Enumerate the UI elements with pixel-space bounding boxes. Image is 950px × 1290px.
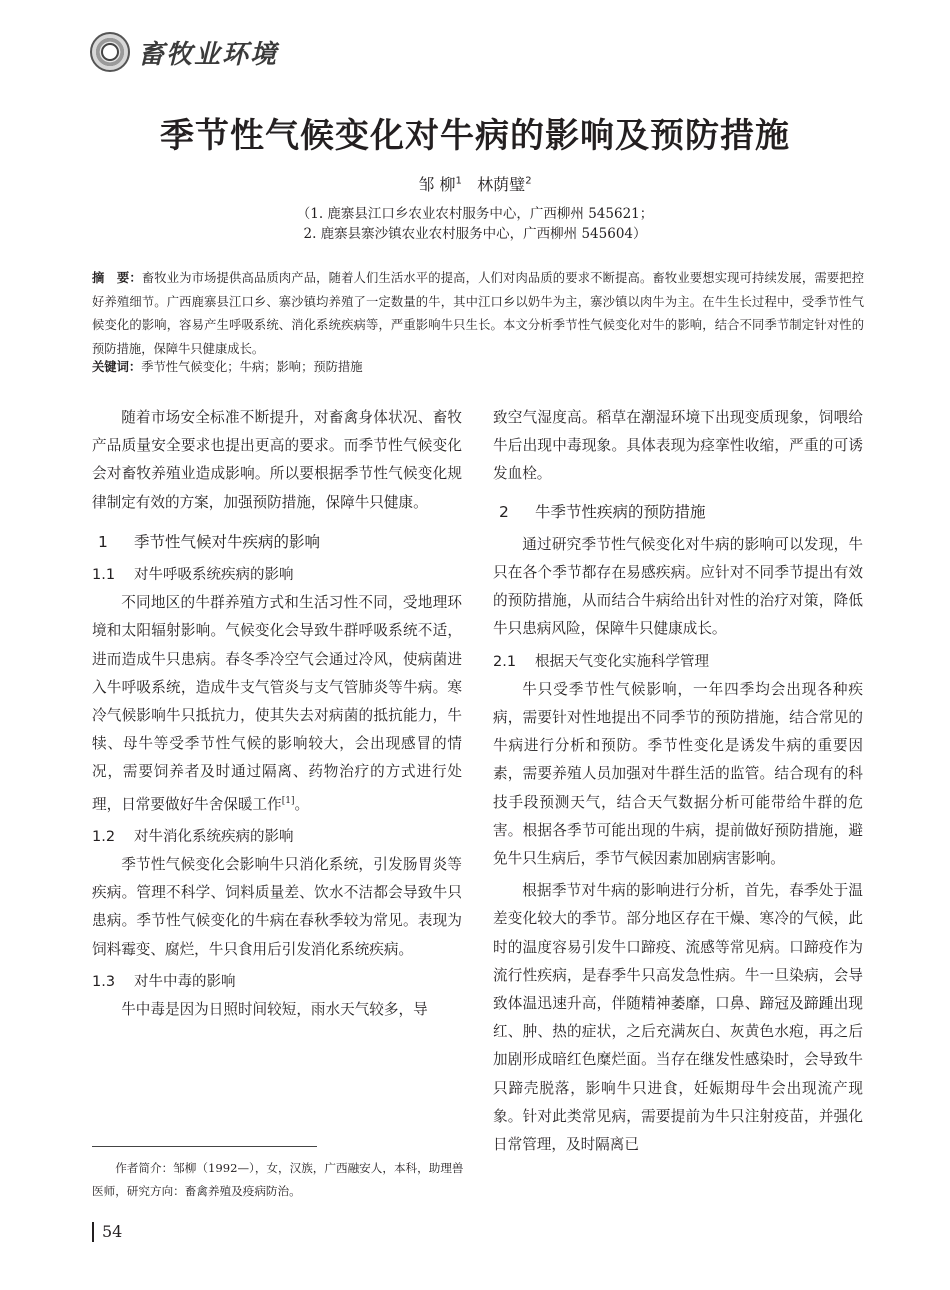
citation-ref: [1]	[281, 795, 295, 806]
body-paragraph: 季节性气候变化会影响牛只消化系统，引发肠胃炎等疾病。管理不科学、饲料质量差、饮水不洁都会导致牛只患病。季节性气候变化的牛病在春秋季较为常见。表现为饲料霉变、腐烂，牛只食用后引发消化系统疾病。	[92, 855, 462, 958]
body-paragraph: 致空气湿度高。稻草在潮湿环境下出现变质现象，饲喂给牛后出现中毒现象。具体表现为痉挛性收缩，严重的可诱发血栓。	[493, 409, 863, 483]
keywords-label: 关键词：	[92, 360, 142, 374]
keywords	[92, 356, 864, 378]
author-name: 林荫璧	[477, 175, 526, 194]
subsection-heading: 1.1 对牛呼吸系统疾病的影响	[92, 567, 294, 584]
subsection-heading: 1.2 对牛消化系统疾病的影响	[92, 828, 294, 845]
abstract-label: 摘 要：	[92, 271, 142, 285]
body-paragraph: 根据季节对牛病的影响进行分析，首先，春季处于温差变化较大的季节。部分地区存在干燥、寒冷的气候，此时的温度容易引发牛口蹄疫、流感等常见病。口蹄疫作为流行性疾病，是春季牛只高发急性病。牛一旦染病，会导致体温迅速升高，伴随精神萎靡，口鼻、蹄冠及蹄踵出现红、肿、热的症状，之后充满灰白、灰黄色水疱，再之后加剧形成暗红色糜烂面。当存在继发性感染时，会导致牛只蹄壳脱落，影响牛只进食，妊娠期母牛会出现流产现象。针对此类常见病，需要提前为牛只注射疫苗，并强化日常管理，及时隔离已	[493, 882, 863, 1154]
subsection-heading: 1.3 对牛中毒的影响	[92, 973, 236, 990]
subsection-heading: 2.1 根据天气变化实施科学管理	[493, 653, 709, 670]
abstract-text: 畜牧业为市场提供高品质肉产品，随着人们生活水平的提高，人们对肉品质的要求不断提高。畜牧业要想实现可持续发展，需要把控好养殖细节。广西鹿寨县江口乡、寨沙镇均养殖了一定数量的牛，其中江口乡以奶牛为主，寨沙镇以肉牛为主。在牛生长过程中，受季节性气候变化的影响，容易产生呼吸系统、消化系统疾病等，严重影响牛只生长。本文分析季节性气候变化对牛的影响，结合不同季节制定针对性的预防措施，保障牛只健康成长。	[92, 271, 864, 356]
right-column	[493, 404, 863, 1159]
affiliation-line: 2. 鹿寨县寨沙镇农业农村服务中心，广西柳州 545604）	[303, 226, 647, 242]
body-paragraph: 通过研究季节性气候变化对牛病的影响可以发现，牛只在各个季节都存在易感疾病。应针对不同季节提出有效的预防措施，从而结合牛病给出针对性的治疗对策，降低牛只患病风险，保障牛只健康成长。	[493, 535, 863, 638]
body-paragraph: 牛只受季节性气候影响，一年四季均会出现各种疾病，需要针对性地提出不同季节的预防措施，结合常见的牛病进行分析和预防。季节性变化是诱发牛病的重要因素，需要养殖人员加强对牛群生活的监管。结合现有的科技手段预测天气，结合天气数据分析可能带给牛群的危害。根据各季节可能出现的牛病，提前做好预防措施，避免牛只生病后，季节气候因素加剧病害影响。	[493, 680, 863, 868]
journal-name: 畜牧业环境	[138, 39, 279, 70]
author-bio-footnote: 作者简介：邹柳（1992—），女，汉族，广西融安人，本科，助理兽医师，研究方向：畜禽养殖及疫病防治。	[92, 1161, 464, 1198]
author-name: 邹 柳	[418, 175, 456, 194]
footnote-divider	[92, 1146, 317, 1147]
body-paragraph: 不同地区的牛群养殖方式和生活习性不同，受地理环境和太阳辐射影响。气候变化会导致牛群呼吸系统不适，进而造成牛只患病。春冬季冷空气会通过冷风，使病菌进入牛呼吸系统，造成牛支气管炎与支气管肺炎等牛病。寒冷气候影响牛只抵抗力，使其失去对病菌的抵抗能力，牛犊、母牛等受季节性气候的影响较大，会出现感冒的情况，需要饲养者及时通过隔离、药物治疗的方式进行处理，日常要做好牛舍保暖工作[1]。	[92, 594, 462, 813]
page-number: 54	[92, 1222, 122, 1242]
section-heading: 1 季节性气候对牛疾病的影响	[98, 532, 321, 551]
author-affil-mark: 1	[455, 175, 462, 187]
body-paragraph: 牛中毒是因为日照时间较短，雨水天气较多，导	[121, 1000, 428, 1018]
left-column	[92, 404, 462, 1024]
affiliation-line: （1. 鹿寨县江口乡农业农村服务中心，广西柳州 545621；	[296, 206, 654, 222]
journal-header	[90, 30, 278, 74]
author-affil-mark: 2	[525, 175, 532, 187]
section-heading: 2 牛季节性疾病的预防措施	[499, 502, 706, 521]
affiliations	[0, 204, 950, 244]
keywords-text: 季节性气候变化；牛病；影响；预防措施	[141, 360, 363, 374]
journal-seal-icon	[90, 32, 130, 72]
intro-paragraph: 随着市场安全标准不断提升，对畜禽身体状况、畜牧产品质量安全要求也提出更高的要求。而季节性气候变化会对畜牧养殖业造成影响。所以要根据季节性气候变化规律制定有效的方案，加强预防措施，保障牛只健康。	[92, 409, 462, 511]
article-title: 季节性气候变化对牛病的影响及预防措施	[160, 116, 790, 156]
abstract	[92, 267, 864, 361]
author-line	[0, 172, 950, 195]
